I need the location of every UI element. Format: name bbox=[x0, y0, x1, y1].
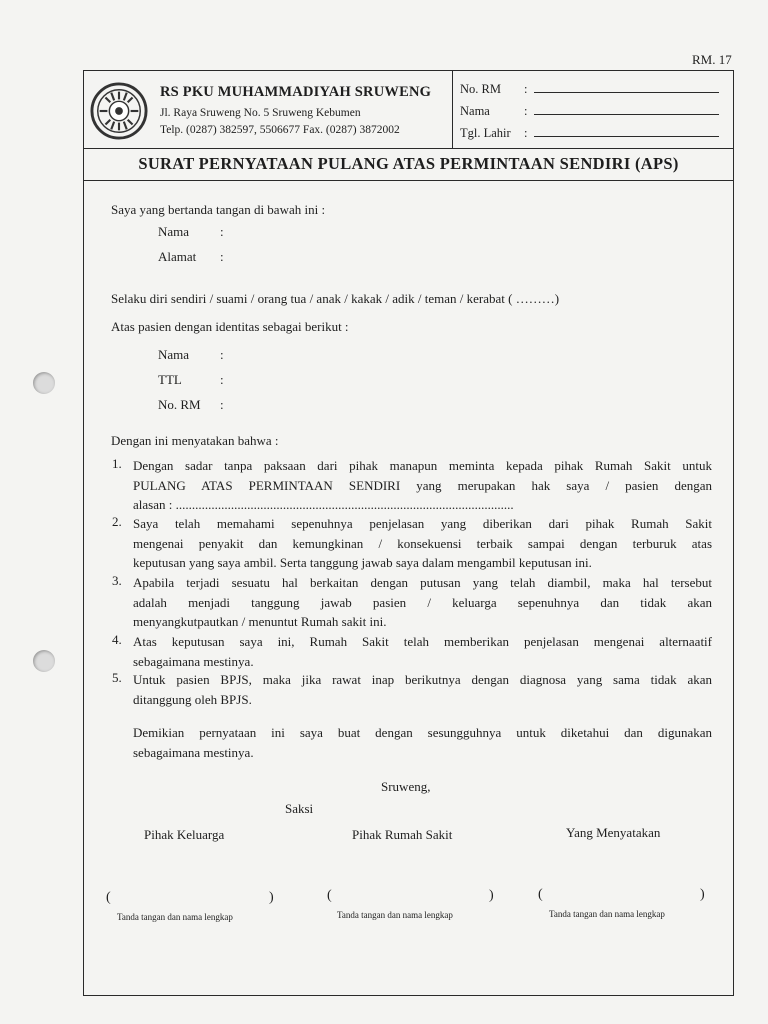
statement-number: 2. bbox=[112, 514, 122, 529]
header-field-label: Tgl. Lahir bbox=[460, 126, 511, 140]
header-field-no-rm bbox=[460, 82, 719, 97]
statement-item bbox=[112, 456, 712, 515]
open-paren: ( bbox=[538, 887, 543, 902]
header-field-tgl-lahir bbox=[460, 126, 719, 141]
field-colon: : bbox=[220, 249, 224, 264]
closing-line: sebagaimana mestinya. bbox=[133, 744, 254, 760]
field-colon: : bbox=[220, 347, 224, 362]
header-field-nama bbox=[460, 104, 719, 119]
statement-item bbox=[112, 573, 712, 632]
binder-hole-bottom bbox=[33, 650, 55, 672]
statement-item bbox=[112, 514, 712, 573]
field-colon: : bbox=[220, 224, 224, 239]
signatory-label: Pihak Rumah Sakit bbox=[352, 827, 453, 842]
statement-line: Atas keputusan saya ini, Rumah Sakit telah memberikan penjelasan mengenai alternaatif bbox=[133, 634, 712, 649]
closing-line: Demikian pernyataan ini saya buat dengan sesungguhnya untuk diketahui dan digunakan bbox=[133, 725, 712, 740]
signature-caption: Tanda tangan dan nama lengkap bbox=[117, 912, 233, 922]
header-field-colon: : bbox=[524, 126, 528, 140]
field-label: Nama bbox=[158, 224, 190, 239]
header-field-colon: : bbox=[524, 104, 528, 118]
field-label: No. RM bbox=[158, 397, 201, 412]
hospital-logo-icon bbox=[90, 82, 148, 140]
signatory-label: Yang Menyatakan bbox=[566, 825, 661, 840]
header-field-colon: : bbox=[524, 82, 528, 96]
open-paren: ( bbox=[327, 888, 332, 903]
statement-line: PULANG ATAS PERMINTAAN SENDIRI yang merupakan hak saya / pasien dengan bbox=[133, 477, 712, 493]
signer-field-alamat bbox=[158, 249, 224, 265]
relation-line: Selaku diri sendiri / suami / orang tua / anak / kakak / adik / teman / kerabat ( ………) bbox=[111, 291, 560, 306]
closing-paragraph bbox=[133, 723, 712, 762]
header-divider bbox=[452, 71, 453, 148]
patient-field-no-rm bbox=[158, 397, 224, 413]
signatory-label: Pihak Keluarga bbox=[144, 827, 225, 842]
patient-intro: Atas pasien dengan identitas sebagai berikut : bbox=[111, 319, 349, 334]
statement-line: sebagaimana mestinya. bbox=[133, 653, 254, 669]
patient-field-ttl bbox=[158, 372, 224, 388]
close-paren: ) bbox=[269, 890, 274, 905]
hospital-phone: Telp. (0287) 382597, 5506677 Fax. (0287) 3872002 bbox=[160, 124, 400, 136]
form-header bbox=[84, 71, 733, 149]
witness-label: Saksi bbox=[285, 801, 314, 816]
statement-number: 5. bbox=[112, 670, 122, 685]
statement-line: mengenai penyakit dan kemungkinan / konsekuensi terbaik sampai dengan terburuk atas bbox=[133, 535, 712, 551]
form-code: RM. 17 bbox=[692, 52, 732, 67]
hospital-name: RS PKU MUHAMMADIYAH SRUWENG bbox=[160, 84, 432, 100]
statement-number: 3. bbox=[112, 573, 122, 588]
field-colon: : bbox=[220, 397, 224, 412]
close-paren: ) bbox=[489, 888, 494, 903]
statement-line: Apabila terjadi sesuatu hal berkaitan dengan putusan yang telah diambil, maka hal tersebut bbox=[133, 575, 712, 590]
statement-number: 1. bbox=[112, 456, 122, 471]
statement-line: adalah menjadi tanggung jawab pasien / keluarga sepenuhnya dan tidak akan bbox=[133, 594, 712, 610]
header-field-label: Nama bbox=[460, 104, 490, 118]
statement-line: ditanggung oleh BPJS. bbox=[133, 691, 252, 707]
statement-item bbox=[112, 632, 712, 671]
statement-line: Dengan sadar tanpa paksaan dari pihak manapun meminta kepada pihak Rumah Sakit untuk bbox=[133, 458, 712, 473]
open-paren: ( bbox=[106, 890, 111, 905]
field-label: Alamat bbox=[158, 249, 197, 264]
field-colon: : bbox=[220, 372, 224, 387]
patient-field-nama bbox=[158, 347, 224, 363]
hospital-address: Jl. Raya Sruweng No. 5 Sruweng Kebumen bbox=[160, 107, 361, 119]
binder-hole-top bbox=[33, 372, 55, 394]
header-field-label: No. RM bbox=[460, 82, 501, 96]
intro-text: Saya yang bertanda tangan di bawah ini : bbox=[111, 202, 326, 217]
statement-number: 4. bbox=[112, 632, 122, 647]
form-title: SURAT PERNYATAAN PULANG ATAS PERMINTAAN SENDIRI (APS) bbox=[84, 148, 733, 181]
statement-line: Untuk pasien BPJS, maka jika rawat inap berikutnya dengan diagnosa yang sama tidak akan bbox=[133, 672, 712, 687]
statement-line: alasan : ........................................................................................................ bbox=[133, 497, 514, 512]
statement-line: menyangkutpautkan / menuntut Rumah sakit ini. bbox=[133, 614, 387, 629]
statement-item bbox=[112, 670, 712, 709]
place-date: Sruweng, bbox=[381, 779, 431, 794]
signer-field-nama bbox=[158, 224, 224, 240]
declaration-intro: Dengan ini menyatakan bahwa : bbox=[111, 433, 279, 448]
field-label: TTL bbox=[158, 372, 182, 387]
header-tgl-lahir-input[interactable] bbox=[534, 126, 719, 137]
signature-caption: Tanda tangan dan nama lengkap bbox=[549, 909, 665, 919]
form-frame bbox=[83, 70, 734, 996]
close-paren: ) bbox=[700, 887, 705, 902]
signature-caption: Tanda tangan dan nama lengkap bbox=[337, 910, 453, 920]
statement-line: Saya telah memahami sepenuhnya penjelasan yang diberikan dari pihak Rumah Sakit bbox=[133, 516, 712, 531]
field-label: Nama bbox=[158, 347, 190, 362]
header-no-rm-input[interactable] bbox=[534, 82, 719, 93]
statement-line: keputusan yang saya ambil. Serta tanggung jawab saya dalam mengambil keputusan ini. bbox=[133, 555, 592, 570]
header-nama-input[interactable] bbox=[534, 104, 719, 115]
